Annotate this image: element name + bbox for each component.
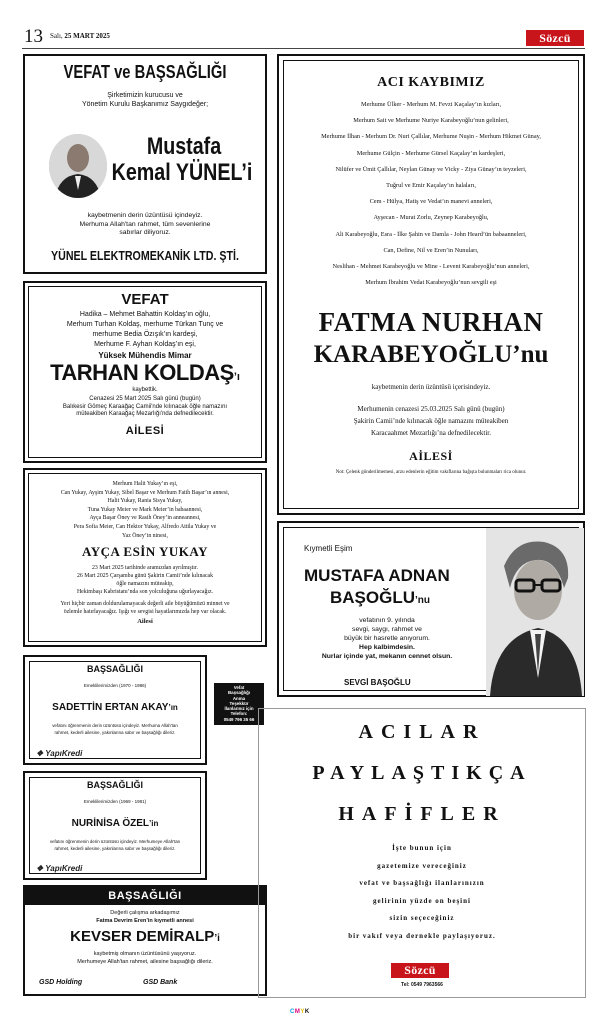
ad9-headline-2: PAYLAŞTIKÇA <box>312 762 532 784</box>
ad8-title: Kıymetli Eşim <box>304 544 353 553</box>
ad-bassagligi-kevser-demiralp <box>23 885 267 996</box>
ad2-lost: kaybettik. <box>132 387 158 393</box>
ad5-title: BAŞSAĞLIĞI <box>86 780 143 790</box>
person-portrait-icon <box>49 134 107 198</box>
ad2-name-suffix: ’ı <box>233 371 240 383</box>
ad9-body: İşte bunun için gazetemize vereceğiniz vefat ve başsağlığı ilanlarınızın gelirinin yüzde on beşini sizin seçeceğiniz bir vakıf veya dernekle paylaşıyoruz. <box>348 844 496 940</box>
gsd-holding-logo: GSD Holding <box>39 979 83 986</box>
ad5-name-suffix: ’in <box>149 819 159 828</box>
ad-vefat-tarhan-koldas <box>23 281 267 463</box>
ad1-intro: Şirketimizin kurucusu ve Yönetim Kurulu Başkanımız Saygıdeğer; <box>81 92 209 108</box>
ad7-signature: AİLESİ <box>409 449 453 464</box>
yapikredi-logo-icon: ❖ <box>36 749 46 758</box>
ad7-name-last: KARABEYOĞLU’nu <box>313 341 549 369</box>
ad3-signature: Ailesi <box>137 618 153 626</box>
header-divider <box>22 48 585 49</box>
ad2-name-line <box>29 362 261 388</box>
ad7-lost: kaybetmenin derin üzüntüsü içerisindeyiz. <box>371 383 491 392</box>
ad2-profession: Yüksek Mühendis Mimar <box>98 351 192 360</box>
ad4-name-line <box>30 697 200 715</box>
ad7-name-first: FATMA NURHAN <box>318 307 544 338</box>
ad5-name-line <box>30 813 200 831</box>
ad8-name-last: BAŞOĞLU <box>330 588 415 607</box>
ad-anma-mustafa-adnan-basoglu <box>277 521 585 697</box>
ad4-sub: Emeklilerimizden (1970 - 1986) <box>83 683 147 688</box>
ad-vefat-bassagligi-yunel <box>23 54 267 274</box>
ad2-signature: AİLESİ <box>125 424 165 437</box>
ad4-text: vefatını öğrenmenin derin üzüntüsü içindeyiz. Merhuma Allah'tan rahmet, kederli ailesine, yakınlarına sabır ve başsağlığı dileriz. <box>52 723 178 735</box>
issue-date <box>50 32 110 40</box>
ad1-name-first: Mustafa <box>146 133 222 160</box>
ad9-phone: Tel: 0549 7963566 <box>401 982 443 988</box>
ad8-name-first: MUSTAFA ADNAN <box>304 566 450 585</box>
ad-bassagligi-sadettin-ertan-akay <box>23 655 207 765</box>
ad6-name-line <box>25 928 265 948</box>
ad6-intro: Değerli çalışma arkadaşımız Fatma Devrim Eren’in kıymetli annesi <box>96 910 194 924</box>
ad1-name-last: Kemal YÜNEL’i <box>111 159 253 186</box>
ad-acilar-paylastikca-hafifler <box>258 708 586 998</box>
ad1-title: VEFAT ve BAŞSAĞLIĞI <box>63 62 227 82</box>
ad7-title: ACI KAYBIMIZ <box>377 75 485 90</box>
gsd-bank-logo: GSD Bank <box>143 979 178 986</box>
ad1-portrait-photo <box>49 134 107 198</box>
ad6-name-suffix: ’i <box>214 933 220 944</box>
ad2-name: TARHAN KOLDAŞ <box>50 360 234 385</box>
ad8-signature: SEVGİ BAŞOĞLU <box>344 678 411 687</box>
ad8-name-suffix: ’nu <box>415 595 430 606</box>
page-number: 13 <box>24 26 43 47</box>
ad3-name: AYÇA ESİN YUKAY <box>82 544 208 560</box>
ad4-name: SADETTİN ERTAN AKAY <box>52 702 169 713</box>
ad5-name: NURİNİSA ÖZEL <box>71 818 150 829</box>
issue-day: Salı, <box>50 32 63 40</box>
ad5-text: vefatını öğrenmenin derin üzüntüsü içindeyiz. Merhumeye Allah'tan rahmet, kederli ailesine, yakınlarına sabır ve başsağlığı dileriz. <box>49 839 181 851</box>
ad9-headline-3: HAFİFLER <box>338 803 506 825</box>
ad4-name-suffix: ’ın <box>168 703 178 712</box>
person-portrait-icon <box>486 528 584 696</box>
notice-phone-box: Vefat Başsağlığı Anma Teşekkür İlanlarınız için Telefon: 0549 796 35 66 <box>214 683 264 725</box>
ad-bassagligi-nurinisa-ozel <box>23 771 207 880</box>
ad8-name-line <box>330 588 430 608</box>
ad7-note: Not: Çelenk gönderilmemesi, arzu edenlerin eğitim vakıflarına bağışta bulunmaları rica olunur. <box>335 470 527 476</box>
issue-date-value: 25 MART 2025 <box>64 32 110 40</box>
ad8-portrait-photo <box>486 528 584 696</box>
sozcu-logo[interactable]: Sözcü <box>526 30 584 46</box>
ad4-title: BAŞSAĞLIĞI <box>86 664 143 674</box>
ad9-headline-1: ACILAR <box>358 721 486 743</box>
ad9-sozcu-logo: Sözcü <box>391 963 449 978</box>
ad-aci-kaybimiz-karabeyoglu <box>277 54 585 515</box>
ad5-sub: Emeklilerimizden (1969 - 1981) <box>83 799 147 804</box>
ad8-text: vefatının 9. yılında sevgi, saygı, rahmet ve büyük bir hasretle anıyorum. Hep kalbimdesin. Nurlar içinde yat, mekanın cennet olsun. <box>321 617 453 660</box>
ad6-text: kaybetmiş olmanın üzüntüsünü yaşıyoruz. Merhumeye Allah'tan rahmet, ailesine başsağlığı dileriz. <box>77 951 213 965</box>
ad6-title: BAŞSAĞLIĞI <box>25 887 265 905</box>
ad1-condolence: kaybetmenin derin üzüntüsü içindeyiz. Merhuma Allah'tan rahmet, tüm sevenlerine sabırlar diliyoruz. <box>79 212 211 236</box>
ad2-relatives: Hadika – Mehmet Bahattin Koldaş’ın oğlu, Merhum Turhan Koldaş, merhume Türkan Tunç ve merhume Bedia Özışık’ın kardeşi, Merhume F. Ayhan Koldaş’ın eşi, <box>66 311 224 348</box>
ad6-name: KEVSER DEMİRALP <box>70 928 215 945</box>
ad2-funeral: Cenazesi 25 Mart 2025 Salı günü (bugün) Balıkesir Gömeç Karaağaç Camii'nde kılınacak öğle namazını müteakiben Karaağaç Mezarlığı'nda defnedilecektir. <box>62 396 228 417</box>
ad2-title: VEFAT <box>121 291 169 308</box>
ad7-funeral: Merhumenin cenazesi 25.03.2025 Salı günü (bugün) Şakirin Camii’nde kılınacak öğle namazını müteakiben Karacaahmet Mezarlığı’na defnedilecektir. <box>353 405 509 438</box>
ad5-brand: ❖ YapıKredi <box>36 864 83 873</box>
yapikredi-logo-icon: ❖ <box>36 864 46 873</box>
ad3-funeral: 23 Mart 2025 tarihinde aramızdan ayrılmıştır. 26 Mart 2025 Çarşamba günü Şakirin Camii’nde kılınacak öğle namazını müteakip, Hekimbaşı Kabristanı’nda son yolculuğuna uğurlayacağız. <box>76 565 214 596</box>
ad3-closing: Yeri hiçbir zaman doldurulamayacak değerli aile büyüğümüzü minnet ve özlemle hatırlayacağız. Işığı ve sevgisi hayatlarımızda hep var olacak. <box>60 601 230 616</box>
ad-vefat-ayca-esin-yukay <box>23 468 267 647</box>
ad7-relatives: Merhume Ülker - Merhum M. Fevzi Kaçalay’ın kızları, Merhum Sait ve Merhume Nuriye Karabeyoğlu’nun gelinleri, Merhume İlhan - Merhum Dr. Nuri Çallılar, Merhume Nuşin - Merhum Hikmet Günay, Merhume Gülçin - Merhume Gürsel Kaçalay’ın kardeşleri, Nilüfer ve Ümit Çallılar, Neylan Günay ve Vicky - Ziya Günay’ın teyzeleri, Tuğrul ve Emir Kaçalay’ın halaları, Cem - Hülya, Hatiş ve Vedat’ın manevi anneleri, Ayşecan - Murat Zorlu, Zeynep Karabeyoğlu, Ali Karabeyoğlu, Esra - İlke Şahin ve Damla - John Heard’ün babaanneleri, Can, Define, Nil ve Eren’in Nunuları, Neslihan - Mehmet Karabeyoğlu ve Mine - Levent Karabeyoğlu’nun anneleri, Merhum İbrahim Vedat Karabeyoğlu’nun sevgili eşi <box>321 101 541 287</box>
cmyk-marker: CMYK <box>290 1009 310 1015</box>
ad3-relatives: Merhum Halit Yukay’ın eşi, Can Yukay, Ayşim Yukay, Sibel Başar ve Merhum Fatih Başar’ın annesi, Halit Yukay, Rania Sisya Yukay, Tuna Yukay Meier ve Mark Meier’in babaannesi, Ayça Başar Öney ve Rasih Öney’in anneannesi, Pera Sofia Meier, Can Hektor Yukay, Alfredo Attila Yukay ve Yaz Öney’in ninesi, <box>60 481 230 539</box>
ad1-company: YÜNEL ELEKTROMEKANİK LTD. ŞTİ. <box>51 248 239 263</box>
ad4-brand: ❖ YapıKredi <box>36 749 83 758</box>
